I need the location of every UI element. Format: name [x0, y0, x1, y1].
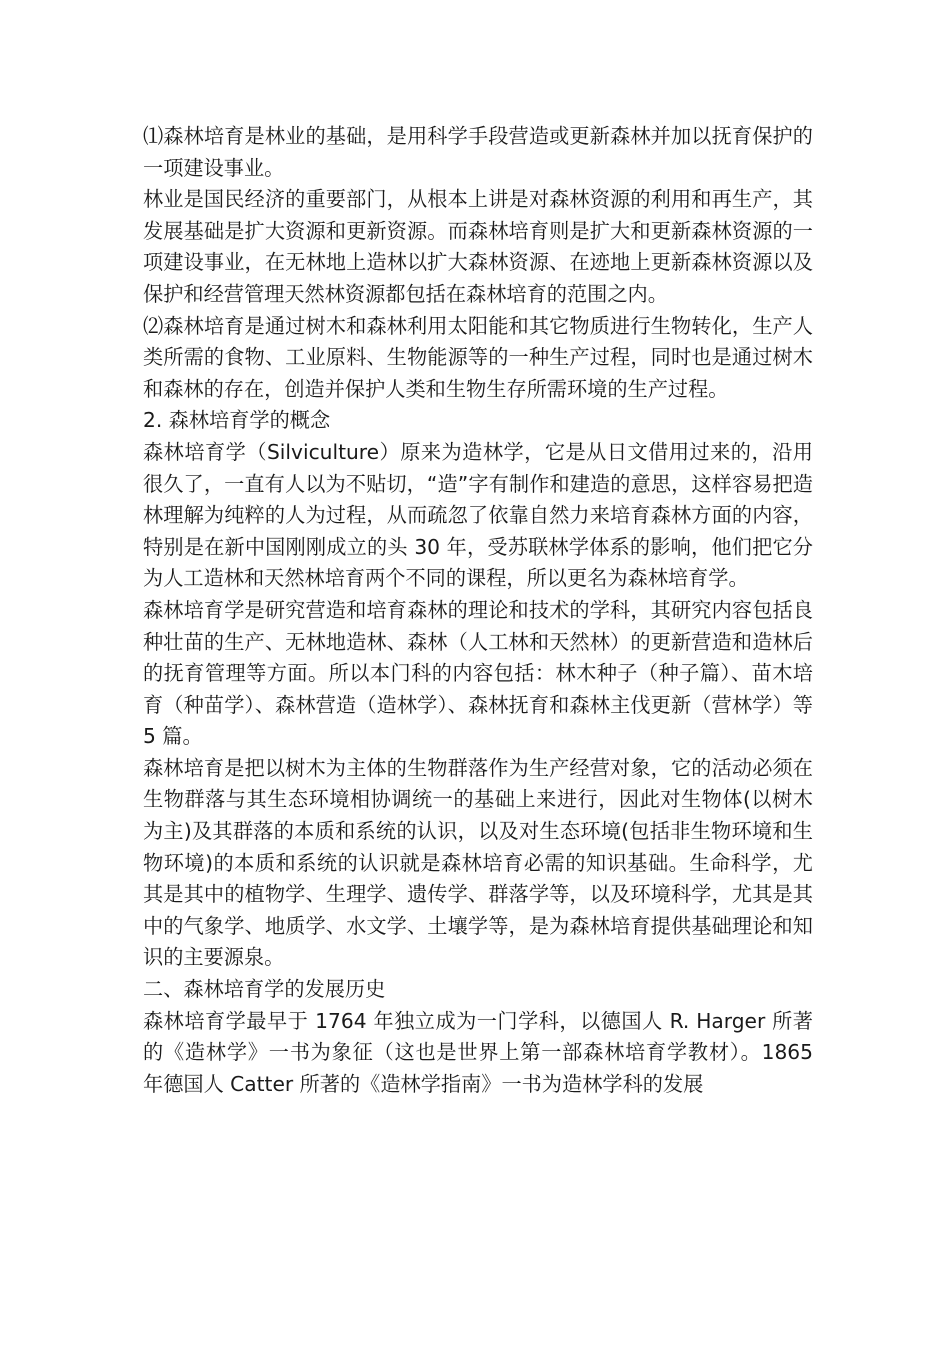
paragraph-biological-conversion: ⑵森林培育是通过树木和森林利用太阳能和其它物质进行生物转化，生产人类所需的食物、工业原料、生物能源等的一种生产过程，同时也是通过树木和森林的存在，创造并保护人类和生物生存所需环境的生产过程。	[143, 313, 813, 401]
paragraph-research-content: 森林培育学是研究营造和培育森林的理论和技术的学科，其研究内容包括良种壮苗的生产、无林地造林、森林（人工林和天然林）的更新营造和造林后的抚育管理等方面。所以本门科的内容包括：林木种子（种子篇）、苗木培育（种苗学）、森林营造（造林学）、森林抚育和森林主伐更新（营林学）等 5 篇。	[143, 597, 813, 749]
section-heading-concept: 2. 森林培育学的概念	[143, 408, 331, 433]
paragraph-silviculture-term: 森林培育学（Silviculture）原来为造林学，它是从日文借用过来的，沿用很久了，一直有人以为不贴切，“造”字有制作和建造的意思，这样容易把造林理解为纯粹的人为过程，从而疏忽了依靠自然力来培育森林方面的内容，特别是在新中国刚刚成立的头 30 年，受苏联林学体系的影响，他们把它分为人工造林和天然林培育两个不同的课程，所以更名为森林培育学。	[143, 439, 813, 591]
paragraph-forestry-economy: 林业是国民经济的重要部门，从根本上讲是对森林资源的利用和再生产，其发展基础是扩大资源和更新资源。而森林培育则是扩大和更新森林资源的一项建设事业，在无林地上造林以扩大森林资源、在迹地上更新森林资源以及保护和经营管理天然林资源都包括在森林培育的范围之内。	[143, 187, 813, 306]
paragraph-knowledge-basis: 森林培育是把以树木为主体的生物群落作为生产经营对象，它的活动必须在生物群落与其生态环境相协调统一的基础上来进行，因此对生物体(以树木为主)及其群落的本质和系统的认识，以及对生态环境(包括非生物环境和生物环境)的本质和系统的认识就是森林培育必需的知识基础。生命科学，尤其是其中的植物学、生理学、遗传学、群落学等，以及环境科学，尤其是其中的气象学、地质学、水文学、土壤学等，是为森林培育提供基础理论和知识的主要源泉。	[143, 755, 813, 970]
paragraph-forest-cultivation-basis: ⑴森林培育是林业的基础，是用科学手段营造或更新森林并加以抚育保护的一项建设事业。	[143, 124, 813, 180]
document-page	[143, 121, 813, 1100]
paragraph-history: 森林培育学最早于 1764 年独立成为一门学科，以德国人 R. Harger 所著的《造林学》一书为象征（这也是世界上第一部森林培育学教材）。1865 年德国人 Catter 所著的《造林学指南》一书为造林学科的发展	[143, 1008, 813, 1096]
section-heading-history: 二、森林培育学的发展历史	[143, 977, 386, 1002]
